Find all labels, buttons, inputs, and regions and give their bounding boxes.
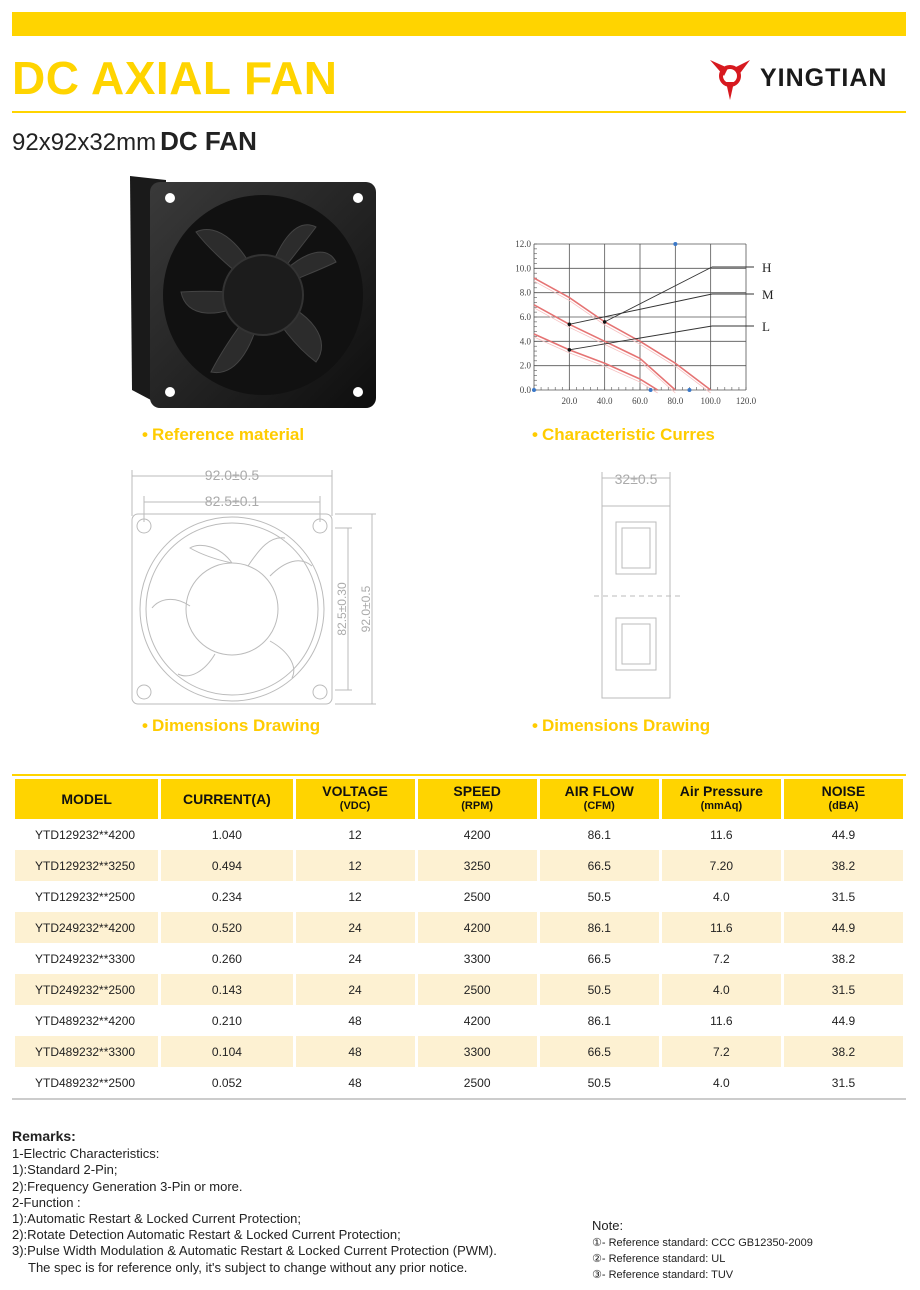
table-cell: 38.2 — [784, 1036, 903, 1067]
table-cell: 44.9 — [831, 827, 856, 842]
series-shadow-h — [534, 281, 711, 393]
caption-dim-front: • Dimensions Drawing — [142, 716, 321, 735]
table-top-rule — [12, 774, 906, 776]
table-cell: 3300 — [418, 1036, 537, 1067]
table-cell: 48 — [348, 1013, 362, 1028]
remark-line: 2):Rotate Detection Automatic Restart & Locked Current Protection; — [12, 1227, 401, 1243]
col-airflow: AIR FLOW (CFM) — [540, 779, 659, 819]
remark-line: 3):Pulse Width Modulation & Automatic Restart & Locked Current Protection (PWM). — [12, 1243, 497, 1259]
table-cell: 86.1 — [587, 827, 611, 842]
table-cell: 7.20 — [662, 850, 781, 881]
note-section — [592, 1218, 813, 1283]
table-cell: 0.494 — [161, 850, 292, 881]
series-leader-dot — [603, 320, 607, 324]
table-cell: 24 — [296, 974, 415, 1005]
caption-reference: • Reference material — [142, 425, 305, 444]
table-cell: 0.143 — [161, 974, 292, 1005]
table-cell: 3300 — [463, 951, 491, 966]
table-cell: 66.5 — [540, 850, 659, 881]
series-label: M — [762, 287, 774, 302]
x-tick-label: 40.0 — [596, 396, 613, 406]
table-cell: YTD129232**3250 — [15, 850, 158, 881]
marker-point — [532, 388, 536, 392]
dim-front-hole: 82.5±0.1 — [204, 493, 260, 509]
table-cell: 24 — [348, 951, 362, 966]
dim-front-height-hole: 82.5±0.30 — [335, 582, 349, 636]
table-cell: 1.040 — [211, 827, 242, 842]
note-item: ②- Reference standard: UL — [592, 1253, 726, 1265]
remark-line: 1-Electric Characteristics: — [12, 1146, 160, 1162]
col-speed: SPEED (RPM) — [418, 779, 537, 819]
x-tick-label: 100.0 — [700, 396, 721, 406]
table-cell: YTD249232**2500 — [15, 974, 158, 1005]
remark-line: 1):Automatic Restart & Locked Current Protection; — [12, 1211, 302, 1227]
table-cell: YTD129232**2500 — [35, 889, 136, 904]
table-row — [15, 1005, 903, 1036]
table-header-row — [15, 779, 903, 819]
table-cell: 4200 — [463, 1013, 491, 1028]
table-cell: 4.0 — [713, 1075, 730, 1090]
table-cell: 86.1 — [587, 1013, 611, 1028]
table-cell: 4200 — [463, 827, 491, 842]
table-cell: 0.210 — [211, 1013, 242, 1028]
series-leader-dot — [568, 323, 572, 327]
table-cell: 24 — [296, 912, 415, 943]
y-tick-label: 2.0 — [519, 360, 531, 371]
caption-dim-side: • Dimensions Drawing — [532, 716, 711, 735]
table-cell: 31.5 — [784, 974, 903, 1005]
table-cell: YTD489232**3300 — [15, 1036, 158, 1067]
table-cell: 50.5 — [587, 889, 611, 904]
table-cell: 12 — [348, 889, 362, 904]
table-cell: 7.2 — [662, 1036, 781, 1067]
remarks-title: Remarks: — [12, 1128, 76, 1144]
table-row — [15, 1036, 903, 1067]
table-cell: 7.2 — [713, 951, 730, 966]
table-row — [15, 819, 903, 850]
x-tick-label: 20.0 — [561, 396, 578, 406]
subtitle-size: 92x92x32mm — [12, 129, 157, 156]
table-cell: 11.6 — [710, 1013, 733, 1028]
table-cell: 4.0 — [713, 889, 730, 904]
front-dimension-drawing — [120, 466, 380, 706]
table-cell: 11.6 — [662, 912, 781, 943]
header-divider — [12, 111, 906, 113]
spec-table — [12, 779, 906, 1098]
table-cell: YTD249232**4200 — [15, 912, 158, 943]
remarks-section — [12, 1128, 497, 1276]
y-tick-label: 0.0 — [519, 385, 531, 395]
dim-front-width: 92.0±0.5 — [204, 467, 260, 483]
fan-photo — [126, 172, 380, 412]
table-cell: 0.520 — [161, 912, 292, 943]
table-cell: 38.2 — [784, 850, 903, 881]
table-cell: YTD489232**2500 — [35, 1075, 136, 1090]
col-model: MODEL — [15, 779, 158, 819]
remark-line: 1):Standard 2-Pin; — [12, 1162, 118, 1178]
note-item: ③- Reference standard: TUV — [592, 1269, 734, 1281]
marker-point — [673, 242, 677, 246]
brand-name: YINGTIAN — [760, 64, 888, 92]
table-cell: 4200 — [418, 912, 537, 943]
table-cell: YTD129232**4200 — [35, 827, 136, 842]
table-row — [15, 974, 903, 1005]
table-cell: 86.1 — [540, 912, 659, 943]
x-tick-label: 80.0 — [667, 396, 684, 406]
remark-line: 2-Function : — [12, 1194, 81, 1210]
table-cell: YTD489232**4200 — [35, 1013, 136, 1028]
table-cell: 66.5 — [587, 951, 611, 966]
remarks-disclaimer: The spec is for reference only, it's subject to change without any prior notice. — [28, 1259, 468, 1275]
page-title: DC AXIAL FAN — [12, 52, 338, 104]
table-cell: 2500 — [418, 974, 537, 1005]
series-label: H — [762, 260, 772, 275]
table-cell: 44.9 — [784, 912, 903, 943]
dim-front-height: 92.0±0.5 — [359, 585, 373, 633]
series-label: L — [762, 319, 770, 334]
table-cell: YTD249232**3300 — [35, 951, 136, 966]
table-cell: 50.5 — [540, 974, 659, 1005]
table-cell: 3250 — [418, 850, 537, 881]
table-cell: 2500 — [463, 1075, 491, 1090]
table-cell: 44.9 — [831, 1013, 856, 1028]
table-cell: 66.5 — [540, 1036, 659, 1067]
table-cell: 0.104 — [161, 1036, 292, 1067]
table-cell: 38.2 — [831, 951, 856, 966]
brand-logo — [706, 54, 906, 104]
marker-point — [687, 388, 691, 392]
y-tick-label: 6.0 — [519, 312, 531, 322]
table-cell: 31.5 — [831, 889, 856, 904]
table-cell: 0.052 — [211, 1075, 242, 1090]
table-cell: 11.6 — [710, 827, 733, 842]
table-cell: 2500 — [463, 889, 491, 904]
table-row — [15, 943, 903, 974]
logo-icon — [706, 54, 754, 102]
top-accent-bar — [12, 12, 906, 36]
table-cell: 48 — [348, 1075, 362, 1090]
table-cell: 50.5 — [587, 1075, 611, 1090]
col-current: CURRENT(A) — [161, 779, 292, 819]
x-tick-label: 120.0 — [735, 396, 757, 406]
table-cell: 12 — [348, 827, 362, 842]
product-subtitle — [12, 126, 257, 158]
table-row — [15, 912, 903, 943]
marker-point — [649, 388, 653, 392]
table-cell: 48 — [296, 1036, 415, 1067]
table-cell: 4.0 — [662, 974, 781, 1005]
series-leader — [569, 294, 712, 324]
table-cell: 0.234 — [211, 889, 242, 904]
note-item: ①- Reference standard: CCC GB12350-2009 — [592, 1237, 813, 1249]
y-tick-label: 8.0 — [519, 287, 531, 298]
table-cell: 31.5 — [831, 1075, 856, 1090]
note-title: Note: — [592, 1218, 624, 1233]
col-noise: NOISE (dBA) — [784, 779, 903, 819]
table-row — [15, 850, 903, 881]
caption-curves: • Characteristic Curres — [532, 425, 715, 444]
col-voltage: VOLTAGE (VDC) — [296, 779, 415, 819]
y-tick-label: 10.0 — [515, 263, 531, 274]
table-row — [15, 881, 903, 912]
table-cell: 0.260 — [211, 951, 242, 966]
dim-side-depth: 32±0.5 — [614, 471, 658, 487]
remark-line: 2):Frequency Generation 3-Pin or more. — [12, 1178, 243, 1194]
table-cell: 12 — [296, 850, 415, 881]
side-dimension-drawing — [590, 466, 690, 706]
y-tick-label: 12.0 — [515, 239, 531, 249]
series-leader-dot — [568, 348, 572, 352]
characteristic-chart — [500, 232, 790, 412]
y-tick-label: 4.0 — [519, 336, 531, 347]
subtitle-type: DC FAN — [160, 126, 257, 156]
x-tick-label: 60.0 — [632, 396, 648, 406]
table-row — [15, 1067, 903, 1098]
table-bottom-rule — [12, 1098, 906, 1100]
col-air-pressure: Air Pressure (mmAq) — [662, 779, 781, 819]
